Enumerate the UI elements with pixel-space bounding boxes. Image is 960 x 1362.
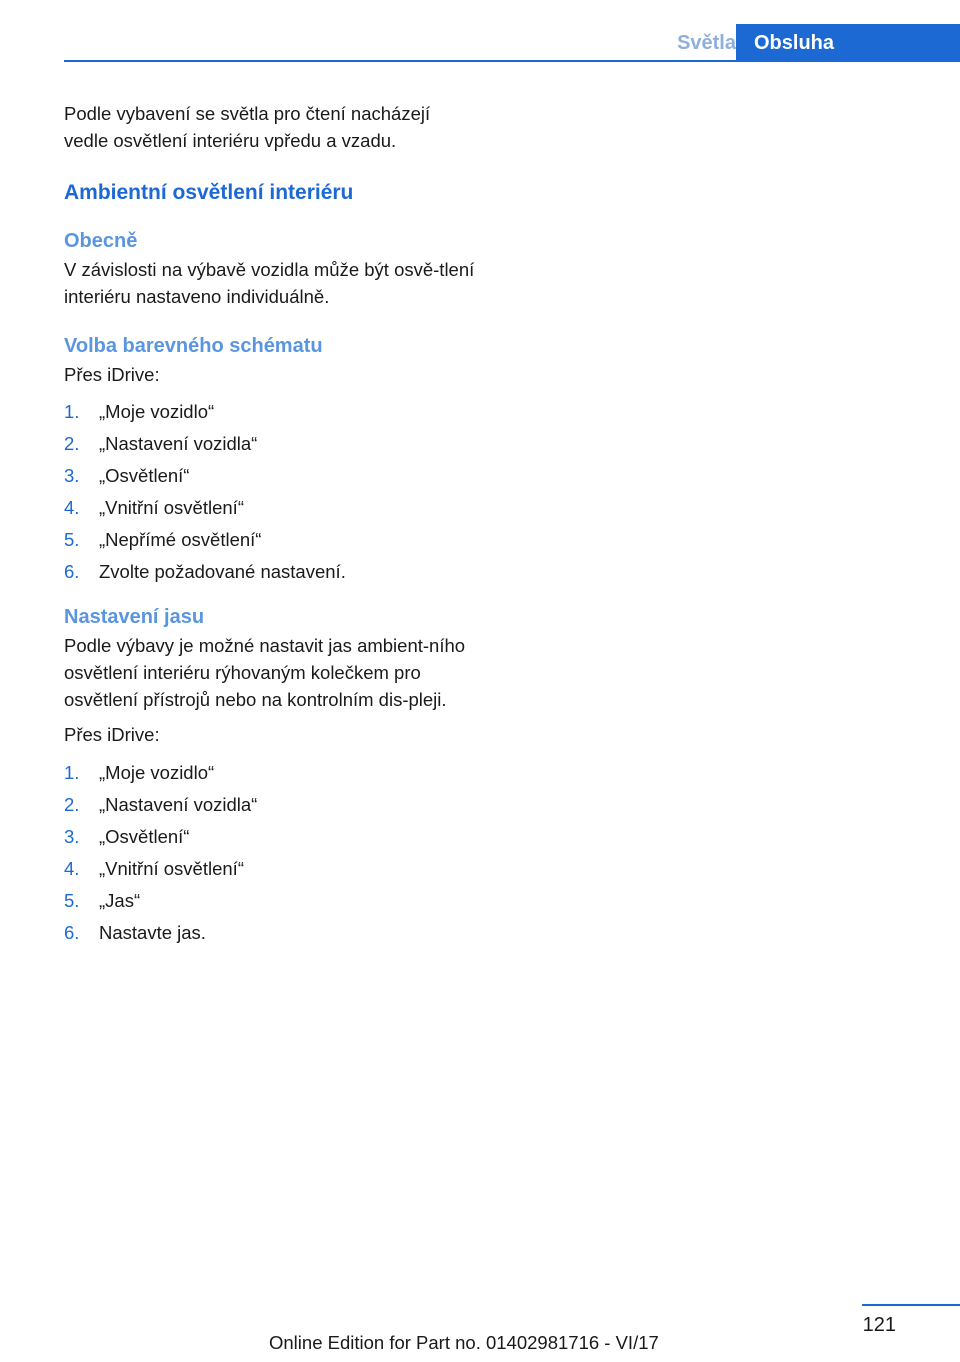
step-number: 5. <box>64 890 80 911</box>
footer-rule <box>862 1304 960 1306</box>
list-item <box>64 526 476 558</box>
step-text: „Nastavení vozidla“ <box>99 794 258 815</box>
intro-paragraph: Podle vybavení se světla pro čtení nacházejí vedle osvětlení interiéru vpředu a vzadu. <box>64 103 431 151</box>
section-heading: Ambientní osvětlení interiéru <box>64 181 354 204</box>
step-number: 5. <box>64 529 80 550</box>
list-item <box>64 494 476 526</box>
brightness-steps <box>64 759 476 951</box>
subheading-general: Obecně <box>64 230 138 252</box>
step-text: „Vnitřní osvětlení“ <box>99 497 244 518</box>
step-number: 1. <box>64 401 80 422</box>
step-number: 1. <box>64 762 80 783</box>
brightness-paragraph: Podle výbavy je možné nastavit jas ambient‐ního osvětlení interiéru rýhovaným kolečkem pro osvětlení přístrojů nebo na kontrolním dis‐pleji. <box>64 635 466 710</box>
step-text: „Moje vozidlo“ <box>99 762 215 783</box>
page-header <box>0 24 960 62</box>
color-scheme-via: Přes iDrive: <box>64 364 160 385</box>
step-text: „Osvětlení“ <box>99 465 190 486</box>
step-text: „Jas“ <box>99 890 141 911</box>
list-item <box>64 887 476 919</box>
chapter-tab[interactable]: Obsluha <box>736 24 960 62</box>
step-text: „Nepřímé osvětlení“ <box>99 529 262 550</box>
step-text: Nastavte jas. <box>99 922 206 943</box>
header-rule <box>64 60 960 62</box>
main-content <box>64 100 476 951</box>
step-number: 4. <box>64 497 80 518</box>
section-tab[interactable]: Světla <box>677 32 736 54</box>
list-item <box>64 558 476 590</box>
step-number: 6. <box>64 561 80 582</box>
step-text: „Moje vozidlo“ <box>99 401 215 422</box>
step-number: 3. <box>64 465 80 486</box>
step-text: „Vnitřní osvětlení“ <box>99 858 244 879</box>
general-paragraph: V závislosti na výbavě vozidla může být osvě‐tlení interiéru nastaveno individuálně. <box>64 259 475 307</box>
list-item <box>64 398 476 430</box>
step-number: 4. <box>64 858 80 879</box>
step-number: 6. <box>64 922 80 943</box>
step-number: 3. <box>64 826 80 847</box>
list-item <box>64 462 476 494</box>
list-item <box>64 823 476 855</box>
color-scheme-steps <box>64 398 476 590</box>
list-item <box>64 759 476 791</box>
list-item <box>64 430 476 462</box>
step-number: 2. <box>64 794 80 815</box>
page-number: 121 <box>862 1314 896 1336</box>
step-number: 2. <box>64 433 80 454</box>
subheading-color-scheme: Volba barevného schématu <box>64 335 323 357</box>
step-text: „Nastavení vozidla“ <box>99 433 258 454</box>
edition-footer: Online Edition for Part no. 01402981716 - VI/17 <box>269 1332 659 1353</box>
brightness-via: Přes iDrive: <box>64 724 160 745</box>
subheading-brightness: Nastavení jasu <box>64 606 205 628</box>
list-item <box>64 855 476 887</box>
step-text: Zvolte požadované nastavení. <box>99 561 346 582</box>
step-text: „Osvětlení“ <box>99 826 190 847</box>
list-item <box>64 791 476 823</box>
list-item <box>64 919 476 951</box>
